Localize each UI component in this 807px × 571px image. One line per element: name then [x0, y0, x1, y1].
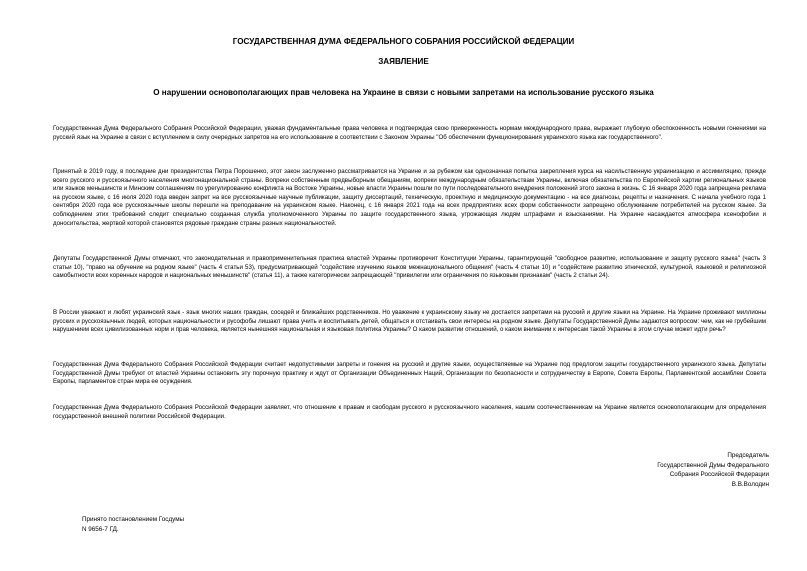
body-paragraph-1: Государственная Дума Федерального Собрания Российской Федерации, уважая фундаментальные права человека и подтверждая свою приверженность нормам международного права, выражает глубокую обеспокоенность новыми гонениями на русский язык на Украине в связи с вступлением в силу очередных запретов на его использование в соответствии с Законом Украины "Об обеспечении функционирования украинского языка как государственного". — [53, 125, 766, 141]
body-paragraph-4: В России уважают и любят украинский язык - язык многих наших граждан, соседей и ближайших родственников. Но уважение к украинскому языку не достается запретами на русский и другие языки на Украине. На Украине проживают миллионы русских и русскоязычных людей, которых национальности и русофобы лишают права учить и воспитывать детей, общаться и отстаивать свои интересы на родном языке. Депутаты Государственной Думы задаются вопросом: чем, как не грубейшим нарушением всех цивилизованных норм и прав человека, является нынешняя национальная и языковая политика Украины? О каком развитии отношений, о каком внимании к интересам такой Украины в этом случае может идти речь? — [53, 309, 766, 334]
body-paragraph-3: Депутаты Государственной Думы отмечают, что законодательная и правоприменительная практика властей Украины противоречит Конституции Украины, гарантирующей "свободное развитие, использование и защиту русского языка" (часть 3 статьи 10), "право на обучение на родном языке" (часть 4 статьи 53), предусматривающей "содействие изучению языков межнационального общения" (часть 4 статьи 10) и "содействие развитию этнической, культурной, языковой и религиозной самобытности всех коренных народов и национальных меньшинств" (статья 11), а также категорически запрещающей "привилегии или ограничения по языковым признакам" (часть 2 статьи 24). — [53, 255, 766, 280]
document-type-heading: ЗАЯВЛЕНИЕ — [378, 57, 429, 66]
adoption-resolution-number: N 9656-7 ГД. — [82, 525, 119, 533]
body-paragraph-5: Государственная Дума Федерального Собрания Российской Федерации считает недопустимыми запреты и гонения на русский и другие языки, осуществляемые на Украине под предлогом защиты государственного украинского языка. Депутаты Государственной Думы требуют от властей Украины остановить эту порочную практику и ждут от Организации Объединенных Наций, Организации по безопасности и сотрудничеству в Европе, Совета Европы, Парламентской ассамблеи Совета Европы, парламентов стран мира ее осуждения. — [53, 361, 766, 386]
signature-block — [657, 451, 769, 489]
organization-title: ГОСУДАРСТВЕННАЯ ДУМА ФЕДЕРАЛЬНОГО СОБРАНИЯ РОССИЙСКОЙ ФЕДЕРАЦИИ — [232, 37, 575, 46]
signature-title-line-1: Председатель — [727, 452, 769, 459]
document-subject-heading: О нарушении основополагающих прав человека на Украине в связи с новыми запретами на использование русского языка — [153, 88, 654, 97]
body-paragraph-2: Принятый в 2019 году, в последние дни президентства Петра Порошенко, этот закон заслуженно рассматривается на Украине и за рубежом как однозначная попытка закрепления курса на насильственную украинизацию и ассимиляцию, прежде всего русского и русскоязычного населения многонациональной страны. Вопреки собственным предвыборным обещаниям, вопреки международным обязательствам Украины, включая обязательства по Европейской хартии региональных языков или языков меньшинств и Минским соглашениям по урегулированию конфликта на Востоке Украины, новые власти Украины пошли по пути последовательного внедрения положений этого закона в жизнь. С 16 января 2020 года запрещена реклама на русском языке, с 16 июля 2020 года введен запрет на все русскоязычные научные публикации, защиту диссертаций, техническую, проектную и медицинскую документацию - на все диагнозы, рецепты и назначения. С начала учебного года 1 сентября 2020 года все русскоязычные школы перешли на преподавание на украинском языке. Наконец, с 16 января 2021 года на всех предприятиях всех форм собственности запрещено обслуживание потребителей на русском языке. За соблюдением этих требований следит специально созданная служба уполномоченного Украины по защите государственного языка, угрожающая людям штрафами и взысканиями. На Украине насаждается атмосфера ксенофобии и доносительства, жертвой которой становятся рядовые граждане страны разных национальностей. — [53, 168, 766, 227]
adoption-note-line-1: Принято постановлением Госдумы — [82, 516, 185, 523]
adoption-note — [82, 515, 184, 534]
signature-title-line-3: Собрания Российской Федерации — [669, 471, 769, 478]
body-paragraph-6: Государственная Дума Федерального Собрания Российской Федерации заявляет, что отношение к правам и свободам русского и русскоязычного населения, нашим соотечественникам на Украине является основополагающим для определения государственной внешней политики Российской Федерации. — [53, 404, 766, 420]
signature-title-line-2: Государственной Думы Федерального — [657, 461, 769, 469]
signatory-name: В.В.Володин — [731, 480, 769, 488]
